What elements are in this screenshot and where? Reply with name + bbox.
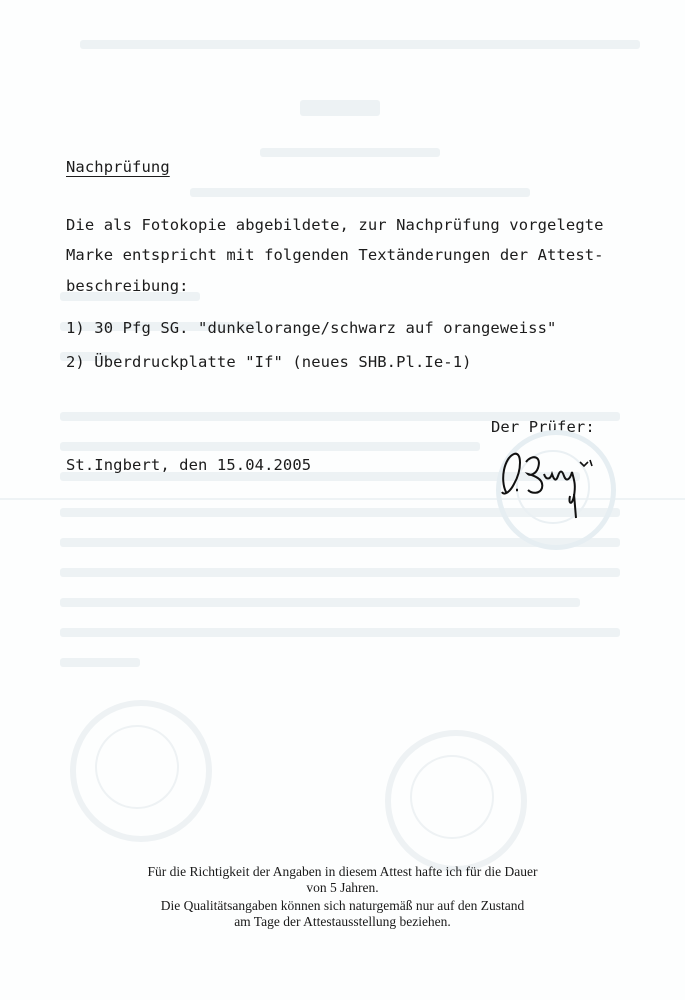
signature-image bbox=[492, 440, 602, 525]
footer-disclaimer bbox=[0, 864, 685, 930]
footer-line: Die Qualitätsangaben können sich naturgemäß nur auf den Zustand bbox=[160, 898, 525, 913]
footer-line: am Tage der Attestausstellung beziehen. bbox=[234, 914, 451, 929]
list-item: 1) 30 Pfg SG. "dunkelorange/schwarz auf orangeweiss" bbox=[66, 319, 557, 337]
paragraph-line-3: beschreibung: bbox=[66, 277, 189, 295]
document-heading: Nachprüfung bbox=[66, 158, 170, 176]
paragraph-line-1: Die als Fotokopie abgebildete, zur Nachprüfung vorgelegte bbox=[66, 216, 604, 234]
list-item: 2) Überdruckplatte "If" (neues SHB.Pl.Ie-1) bbox=[66, 353, 472, 371]
paragraph-line-2: Marke entspricht mit folgenden Textänderungen der Attest- bbox=[66, 246, 604, 264]
faint-seal-right-inner bbox=[410, 755, 494, 839]
show-through-texture bbox=[60, 60, 660, 700]
examiner-label: Der Prüfer: bbox=[491, 418, 595, 436]
footer-line: Für die Richtigkeit der Angaben in diesem Attest hafte ich für die Dauer bbox=[147, 864, 538, 879]
place-date: St.Ingbert, den 15.04.2005 bbox=[66, 456, 312, 474]
footer-line: von 5 Jahren. bbox=[306, 880, 379, 895]
faint-seal-left-inner bbox=[95, 725, 179, 809]
